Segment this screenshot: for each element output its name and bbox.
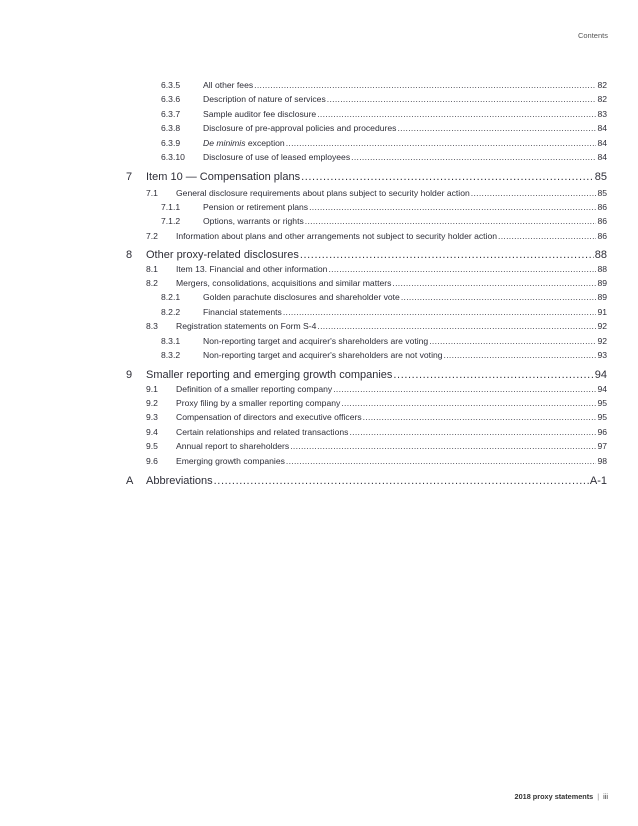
toc-entry-8-2-2[interactable] [161,303,607,317]
toc-dot-leader [214,475,589,487]
toc-entry-number: 6.3.8 [161,123,181,133]
toc-entry-number: 7.1 [146,188,158,198]
toc-entry-title: Pension or retirement plans [203,202,309,212]
toc-entry-page: 92 [597,321,607,331]
toc-entry-page: 97 [597,441,607,451]
toc-entry-9[interactable] [126,363,607,381]
toc-entry-number: 8.2 [146,278,158,288]
toc-entry-title: Abbreviations [146,475,213,487]
toc-entry-number: 8 [126,249,133,261]
toc-entry-title: Compensation of directors and executive officers [176,412,362,422]
toc-entry-7-1[interactable] [146,184,607,198]
toc-entry-page: A-1 [589,475,607,487]
toc-entry-8-1[interactable] [146,260,607,274]
toc-entry-number: 6.3.5 [161,80,181,90]
toc-entry-8-3-2[interactable] [161,346,607,360]
toc-entry-number: 6.3.9 [161,138,181,148]
page-header: Contents [577,31,608,40]
toc-entry-8-3[interactable] [146,317,607,331]
toc-dot-leader [471,188,597,198]
toc-entry-6-3-10[interactable] [161,148,607,162]
toc-entry-page: 84 [597,123,607,133]
toc-entry-number: 9.6 [146,456,158,466]
toc-entry-title: General disclosure requirements about plans subject to security holder action [176,188,470,198]
toc-entry-number: 7.1.1 [161,202,181,212]
toc-entry-number: 8.1 [146,264,158,274]
toc-entry-title: Disclosure of use of leased employees [203,152,351,162]
toc-entry-6-3-6[interactable] [161,90,607,104]
toc-entry-page: 94 [597,384,607,394]
toc-entry-page: 88 [594,249,607,261]
toc-dot-leader [317,321,596,331]
footer-separator: | [597,792,600,801]
toc-entry-page: 86 [597,202,607,212]
toc-dot-leader [328,264,596,274]
toc-entry-number: 9.5 [146,441,158,451]
toc-entry-9-3[interactable] [146,408,607,422]
toc-dot-leader [429,336,596,346]
toc-dot-leader [351,152,596,162]
toc-entry-8[interactable] [126,243,607,261]
toc-entry-page: 86 [597,231,607,241]
toc-entry-page: 95 [597,412,607,422]
toc-dot-leader [290,441,596,451]
toc-entry-title: Options, warrants or rights [203,216,304,226]
toc-dot-leader [401,292,597,302]
toc-entry-title: Golden parachute disclosures and shareholder vote [203,292,400,302]
toc-entry-title: Financial statements [203,307,282,317]
toc-entry-title: Annual report to shareholders [176,441,290,451]
toc-entry-number: 7.1.2 [161,216,181,226]
toc-entry-title-italic: De minimis [203,138,246,148]
toc-entry-6-3-9[interactable] [161,134,607,148]
toc-entry-number: 7.2 [146,231,158,241]
toc-entry-title: Other proxy-related disclosures [146,249,299,261]
toc-entry-number: 7 [126,171,133,183]
toc-entry-number: 8.3.2 [161,350,181,360]
toc-dot-leader [327,94,597,104]
toc-entry-page: 95 [597,398,607,408]
toc-dot-leader [286,138,597,148]
toc-entry-title: Disclosure of pre-approval policies and procedures [203,123,397,133]
toc-dot-leader [283,307,597,317]
toc-entry-number: 9.1 [146,384,158,394]
toc-dot-leader [341,398,596,408]
toc-entry-title: Sample auditor fee disclosure [203,109,317,119]
toc-dot-leader [363,412,597,422]
toc-entry-number: 9 [126,369,133,381]
toc-entry-number: 9.3 [146,412,158,422]
toc-entry-title: Non-reporting target and acquirer's shareholders are voting [203,336,429,346]
toc-entry-page: 94 [594,369,607,381]
toc-dot-leader [317,109,596,119]
toc-entry-8-2-1[interactable] [161,288,607,302]
toc-entry-title [203,138,285,148]
toc-entry-7-1-1[interactable] [161,198,607,212]
toc-entry-page: 84 [597,138,607,148]
toc-entry-title: Item 10 — Compensation plans [146,171,301,183]
toc-entry-page: 82 [597,94,607,104]
toc-entry-number: 9.2 [146,398,158,408]
toc-entry-page: 93 [597,350,607,360]
toc-entry-page: 89 [597,278,607,288]
page-footer [515,792,608,801]
toc-entry-6-3-7[interactable] [161,105,607,119]
toc-entry-page: 92 [597,336,607,346]
toc-entry-7-1-2[interactable] [161,212,607,226]
toc-entry-title: Proxy filing by a smaller reporting company [176,398,341,408]
toc-entry-title: Certain relationships and related transactions [176,427,349,437]
footer-page-number: iii [603,792,608,801]
toc-entry-page: 83 [597,109,607,119]
toc-entry-number: 6.3.7 [161,109,181,119]
toc-dot-leader [498,231,596,241]
footer-doc-title: 2018 proxy statements [514,792,594,801]
toc-entry-8-3-1[interactable] [161,332,607,346]
toc-entry-number: 6.3.6 [161,94,181,104]
toc-dot-leader [309,202,596,212]
toc-entry-page: 98 [597,456,607,466]
toc-entry-page: 85 [597,188,607,198]
toc-entry-page: 84 [597,152,607,162]
toc-entry-title: Non-reporting target and acquirer's shareholders are not voting [203,350,443,360]
toc-entry-9-1[interactable] [146,380,607,394]
toc-entry-9-6[interactable] [146,452,607,466]
toc-dot-leader [397,123,596,133]
toc-dot-leader [254,80,596,90]
toc-entry-page: 88 [597,264,607,274]
toc-entry-9-2[interactable] [146,394,607,408]
toc-entry-title: Information about plans and other arrangements not subject to security holder action [176,231,498,241]
toc-entry-number: 8.3 [146,321,158,331]
toc-entry-number: 8.2.2 [161,307,181,317]
toc-entry-page: 89 [597,292,607,302]
toc-entry-title: Description of nature of services [203,94,326,104]
toc-entry-title: Definition of a smaller reporting company [176,384,333,394]
toc-entry-title-rest: exception [245,138,285,148]
toc-entry-title: All other fees [203,80,254,90]
toc-entry-number: 8.2.1 [161,292,181,302]
toc-entry-9-5[interactable] [146,437,607,451]
toc-dot-leader [305,216,597,226]
toc-entry-title: Emerging growth companies [176,456,285,466]
toc-entry-7-2[interactable] [146,227,607,241]
toc-entry-number: 6.3.10 [161,152,185,162]
toc-entry-6-3-5[interactable] [161,76,607,90]
toc-entry-6-3-8[interactable] [161,119,607,133]
toc-entry-9-4[interactable] [146,423,607,437]
toc-dot-leader [333,384,596,394]
toc-dot-leader [349,427,596,437]
toc-entry-number: 8.3.1 [161,336,181,346]
toc-entry-title: Smaller reporting and emerging growth companies [146,369,393,381]
toc-entry-title: Item 13. Financial and other information [176,264,328,274]
toc-entry-number: A [126,475,134,487]
toc-dot-leader [444,350,597,360]
toc-entry-page: 85 [594,171,607,183]
toc-entry-number: 9.4 [146,427,158,437]
toc-entry-page: 86 [597,216,607,226]
toc-dot-leader [301,171,594,183]
toc-entry-title: Registration statements on Form S-4 [176,321,317,331]
toc-entry-page: 91 [597,307,607,317]
toc-entry-8-2[interactable] [146,274,607,288]
toc-dot-leader [392,278,596,288]
toc-entry-7[interactable] [126,165,607,183]
toc-entry-a[interactable] [126,469,607,487]
toc-entry-page: 96 [597,427,607,437]
toc-entry-page: 82 [597,80,607,90]
toc-entry-title: Mergers, consolidations, acquisitions and similar matters [176,278,392,288]
toc-dot-leader [286,456,597,466]
